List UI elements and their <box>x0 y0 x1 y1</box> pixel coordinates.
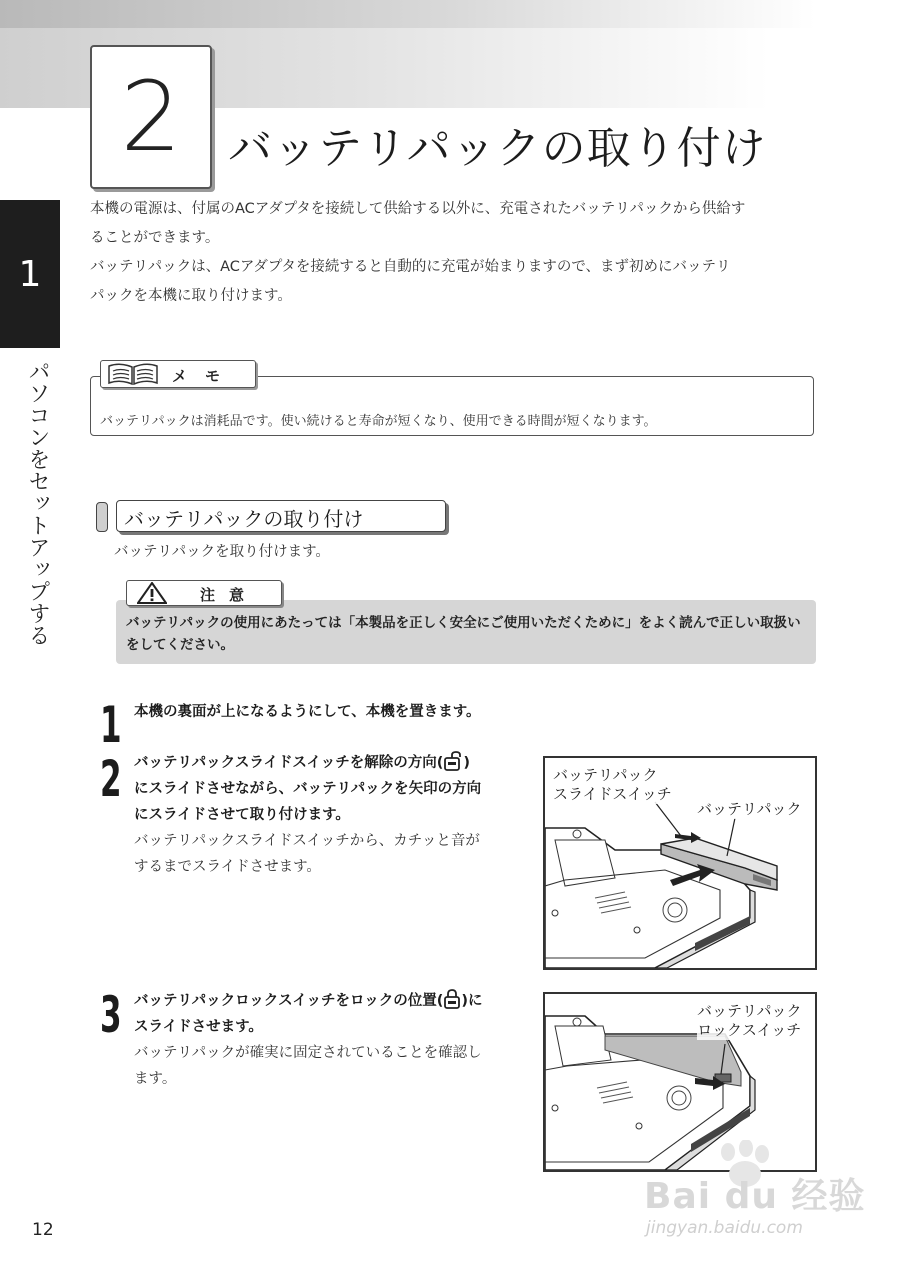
section-title: バッテリパックの取り付け <box>124 507 364 531</box>
chapter-number-box <box>90 45 212 189</box>
step-note: するまでスライドさせます。 <box>134 859 321 875</box>
step-line: スライドさせます。 <box>134 1019 263 1035</box>
section-marker <box>96 502 108 532</box>
step-line-text: バッテリパックロックスイッチをロックの位置( <box>134 993 444 1009</box>
lock-icon <box>443 989 461 1009</box>
caution-text: バッテリパックの使用にあたっては「本製品を正しく安全にご使用いただくために」をよく読んで正しい取扱いをしてください。 <box>126 615 801 653</box>
figure-label <box>697 1002 802 1040</box>
figure-label <box>553 766 672 804</box>
step-number: 2 <box>100 750 122 808</box>
figure-label-line: スライドスイッチ <box>553 785 672 803</box>
step-number: 3 <box>100 986 122 1044</box>
step-2-body <box>134 750 524 880</box>
step-note: バッテリパックスライドスイッチから、カチッと音が <box>134 833 480 849</box>
figure-label: バッテリパック <box>697 800 802 818</box>
battery-install-figure <box>543 756 817 970</box>
figure-label-line: ロックスイッチ <box>697 1021 802 1039</box>
page-number: 12 <box>32 1220 54 1240</box>
step-note: バッテリパックが確実に固定されていることを確認し <box>134 1045 482 1061</box>
step-3-body <box>134 988 524 1092</box>
step-number: 1 <box>100 696 122 754</box>
step-line <box>134 988 524 1014</box>
side-tab-label: パソコンをセットアップする <box>25 360 50 646</box>
intro-text <box>90 195 820 311</box>
step-line-text: ) <box>463 755 471 771</box>
warning-icon <box>137 582 167 604</box>
step-line: にスライドさせて取り付けます。 <box>134 807 350 823</box>
intro-line: 本機の電源は、付属のACアダプタを接続して供給する以外に、充電されたバッテリパックから供給す <box>90 201 746 217</box>
step-text: 本機の裏面が上になるようにして、本機を置きます。 <box>134 704 481 720</box>
chapter-number: 2 <box>120 61 182 173</box>
figure-label-line: バッテリパック <box>697 1002 802 1020</box>
side-tab-number: 1 <box>18 253 42 295</box>
memo-label: メモ <box>172 367 239 385</box>
book-icon <box>105 362 161 386</box>
intro-line: パックを本機に取り付けます。 <box>90 288 292 304</box>
watermark-url: jingyan.baidu.com <box>646 1218 803 1238</box>
page-title: バッテリパックの取り付け <box>228 123 767 174</box>
intro-line: バッテリパックは、ACアダプタを接続すると自動的に充電が始まりますので、まず初めにバッテリ <box>90 259 731 275</box>
step-note: ます。 <box>134 1071 177 1087</box>
watermark-brand: Bai du 经验 <box>644 1176 866 1217</box>
step-line <box>134 750 524 776</box>
unlock-icon <box>443 751 463 771</box>
figure-label-line: バッテリパック <box>553 766 658 784</box>
header-band <box>0 0 906 28</box>
caution-label: 注意 <box>200 586 259 604</box>
section-subtitle: バッテリパックを取り付けます。 <box>114 544 330 560</box>
step-line-text: )に <box>461 993 483 1009</box>
memo-text: バッテリパックは消耗品です。使い続けると寿命が短くなり、使用できる時間が短くなります。 <box>100 414 657 429</box>
intro-line: ることができます。 <box>90 230 220 246</box>
chapter-side-tab <box>0 200 60 348</box>
step-line-text: バッテリパックスライドスイッチを解除の方向( <box>134 755 444 771</box>
step-line: にスライドさせながら、バッテリパックを矢印の方向 <box>134 781 482 797</box>
